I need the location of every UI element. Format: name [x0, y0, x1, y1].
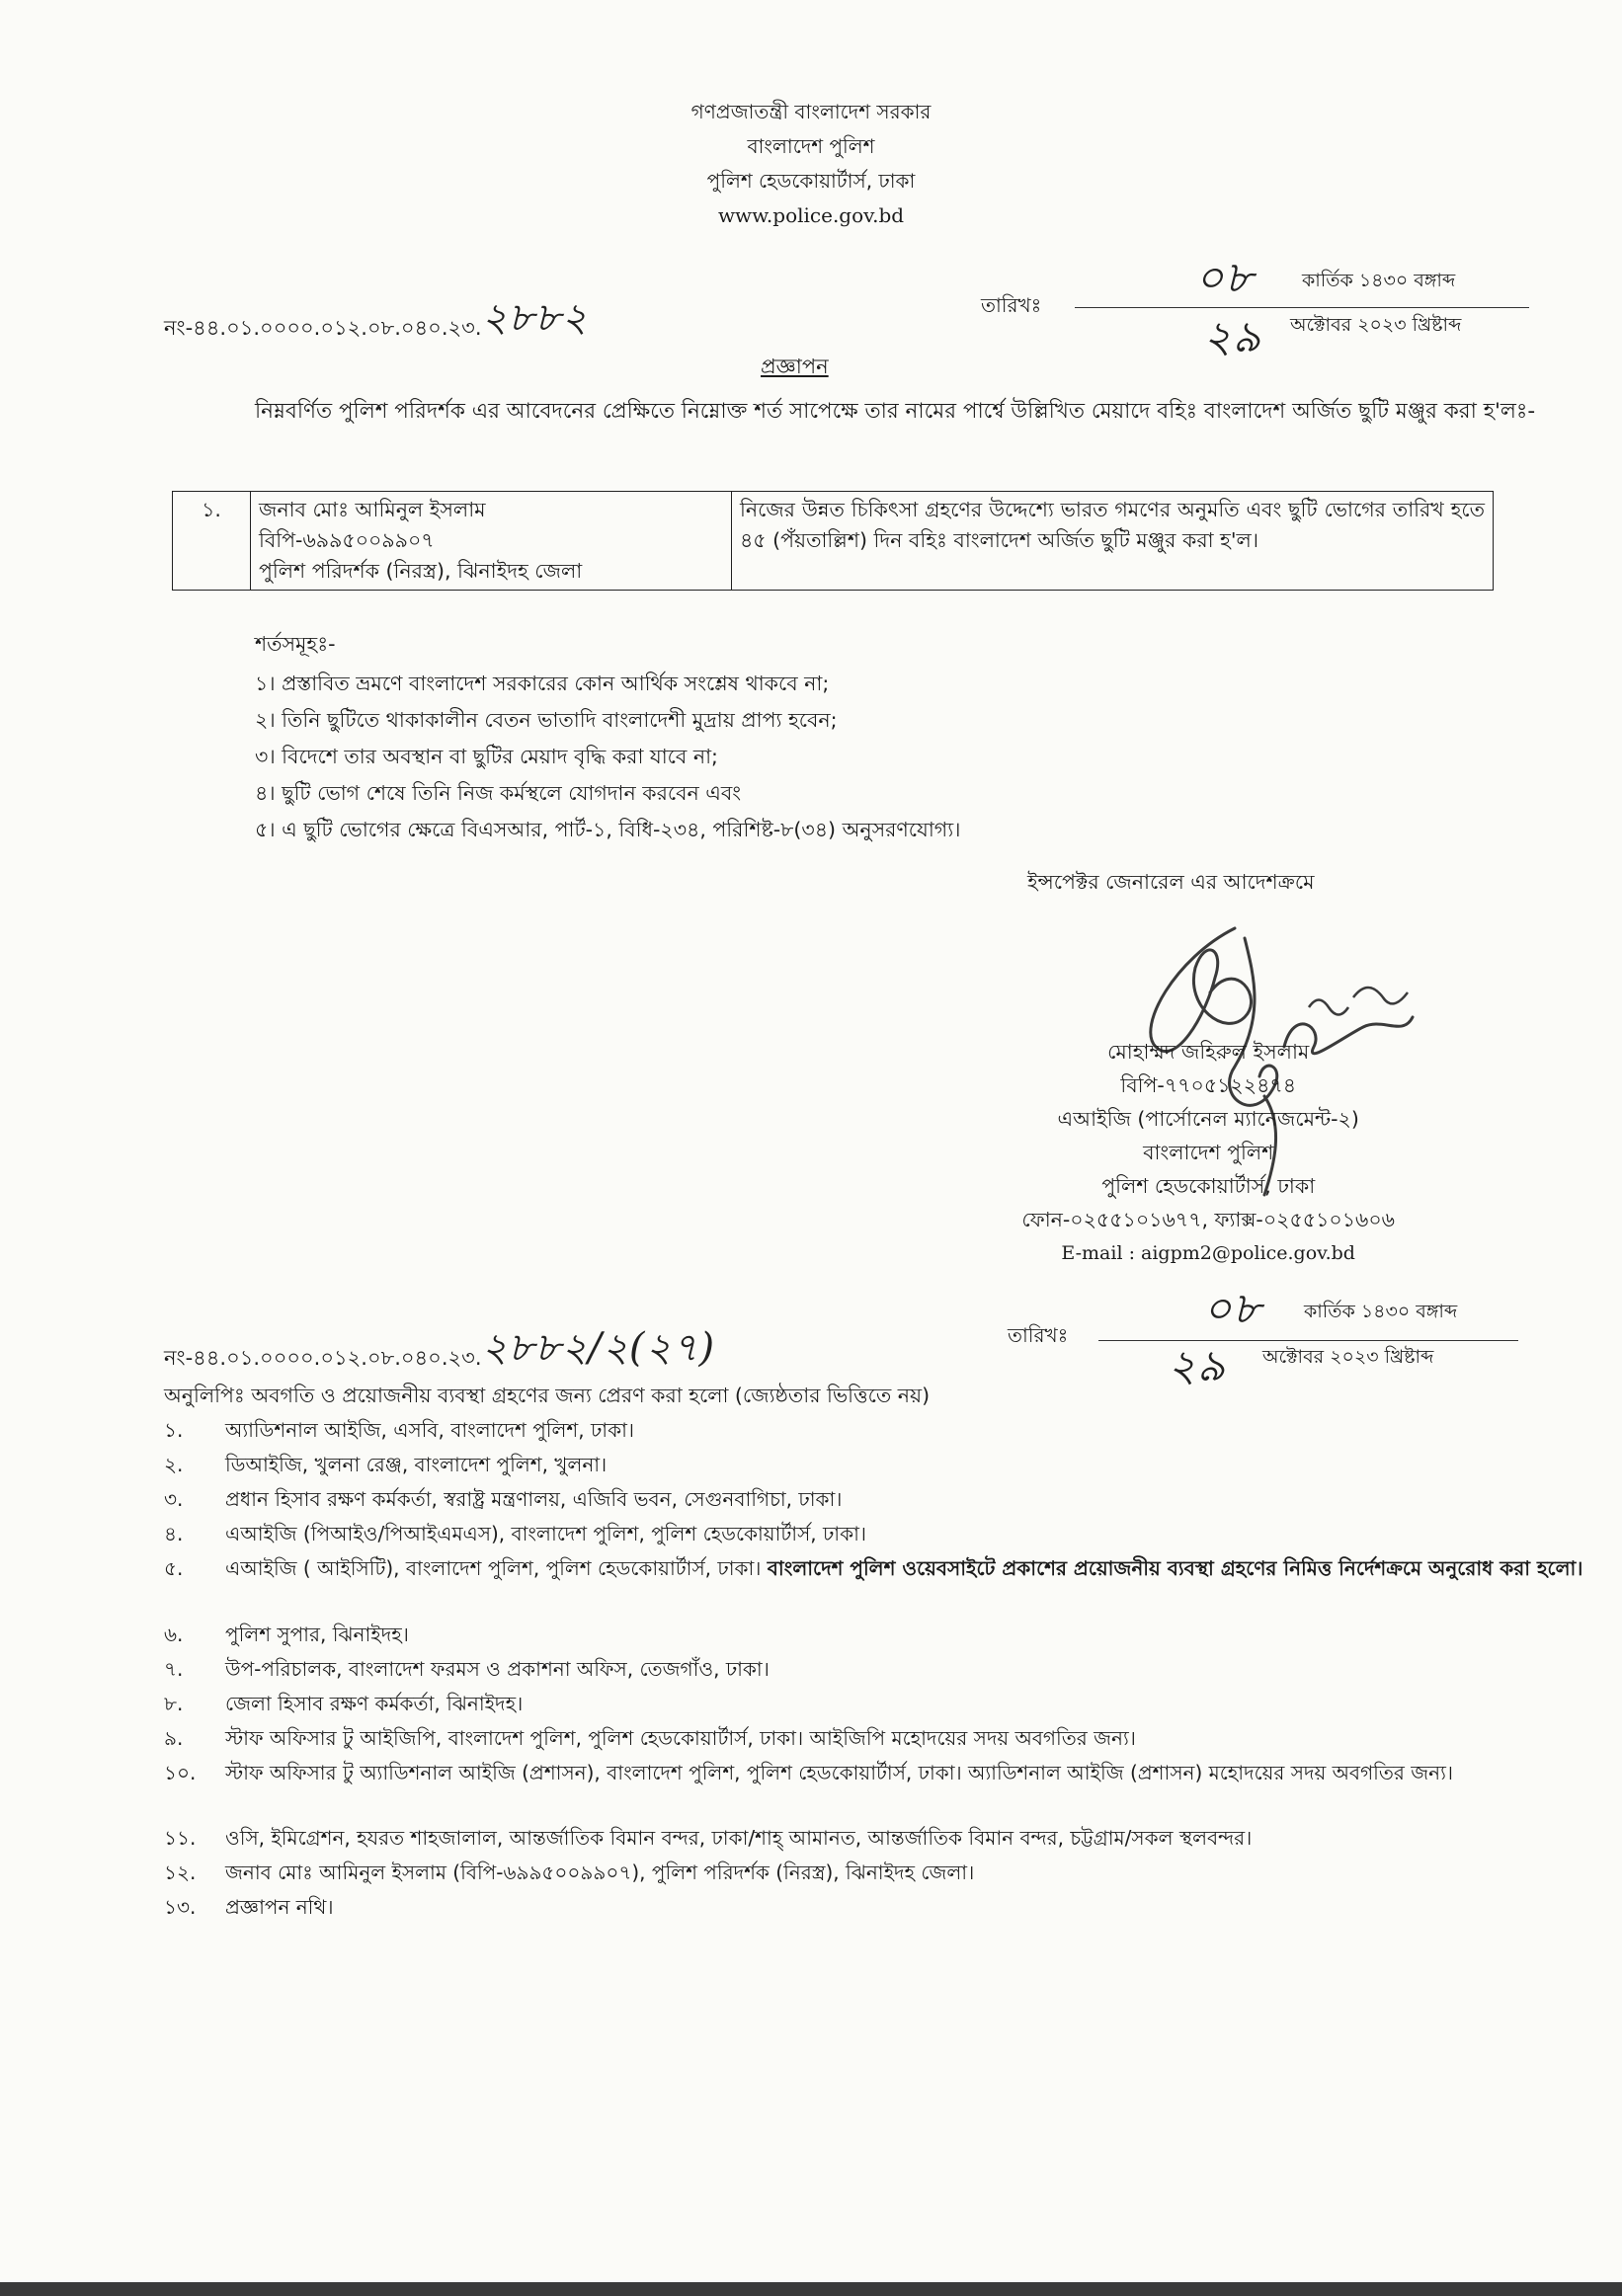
list-item-text: জনাব মোঃ আমিনুল ইসলাম (বিপি-৬৯৯৫০০৯৯০৭), পুলিশ পরিদর্শক (নিরস্ত্র), ঝিনাইদহ জেলা। — [225, 1861, 975, 1884]
date2-label: তারিখঃ — [1008, 1323, 1069, 1347]
list-item-number: ১৩. — [164, 1895, 197, 1919]
list-item — [164, 1654, 770, 1684]
signatory-designation: এআইজি (পার্সোনেল ম্যানেজমেন্ট-২) — [1057, 1107, 1359, 1131]
leave-table — [172, 491, 1494, 591]
list-item — [164, 1723, 1136, 1753]
signatory-name: মোহাম্মদ জহিরুল ইসলাম — [1107, 1040, 1310, 1064]
list-item-number: ১২. — [164, 1861, 197, 1884]
govt-name: গণপ্রজাতন্ত্রী বাংলাদেশ সরকার — [690, 100, 932, 123]
memo-ref-number: নং-৪৪.০১.০০০০.০১২.০৮.০৪০.২৩. — [164, 316, 482, 340]
signatory-phone: ফোন-০২৫৫১০১৬৭৭, ফ্যাক্স-০২৫৫১০১৬০৬ — [1021, 1208, 1395, 1231]
conditions-heading: শর্তসমূহঃ- — [255, 632, 336, 656]
signatory-org: বাংলাদেশ পুলিশ — [1143, 1141, 1274, 1164]
list-item — [164, 1415, 635, 1445]
list-item-text: উপ-পরিচালক, বাংলাদেশ ফরমস ও প্রকাশনা অফিস, তেজগাঁও, ঢাকা। — [225, 1657, 770, 1681]
list-item-text: স্টাফ অফিসার টু অ্যাডিশনাল আইজি (প্রশাসন), বাংলাদেশ পুলিশ, পুলিশ হেডকোয়ার্টার্স, ঢাকা। অ্যাডিশনাল আইজি (প্রশাসন) মহোদয়ের সদয় অবগতির জন্য। — [225, 1761, 1454, 1784]
memo2-ref-number: নং-৪৪.০১.০০০০.০১২.০৮.০৪০.২৩. — [164, 1346, 482, 1370]
officer-bp: বিপি-৬৯৯৫০০৯৯০৭ — [259, 528, 435, 552]
bangla-month-year2: কার্তিক ১৪৩০ বঙ্গাব্দ — [1304, 1301, 1458, 1322]
notice-title: প্রজ্ঞাপন — [761, 355, 829, 378]
list-item — [164, 1484, 843, 1514]
list-item-number: ৫. — [164, 1556, 184, 1580]
officer-cell — [251, 492, 732, 591]
greg-day2-handwritten: ২৯ — [1168, 1341, 1227, 1391]
description-cell: নিজের উন্নত চিকিৎসা গ্রহণের উদ্দেশ্যে ভারত গমণের অনুমতি এবং ছুটি ভোগের তারিখ হতে ৪৫ (পঁয়তাল্লিশ) দিন বহিঃ বাংলাদেশ অর্জিত ছুটি মঞ্জুর করা হ'ল। — [732, 492, 1494, 591]
memo-reference — [164, 290, 588, 356]
list-item-text-bold: বাংলাদেশ পুলিশ ওয়েবসাইটে প্রকাশের প্রয়োজনীয় ব্যবস্থা গ্রহণের নিমিত্ত নির্দেশক্রমে অনুরোধ করা হলো। — [767, 1556, 1583, 1580]
order-line: ইন্সপেক্টর জেনারেল এর আদেশক্রমে — [1027, 870, 1315, 894]
date2-divider — [1098, 1340, 1518, 1341]
greg-day-handwritten: ২৯ — [1203, 312, 1262, 362]
condition-item: ৪। ছুটি ভোগ শেষে তিনি নিজ কর্মস্থলে যোগদান করবেন এবং — [255, 781, 742, 805]
list-item-text: অ্যাডিশনাল আইজি, এসবি, বাংলাদেশ পুলিশ, ঢাকা। — [225, 1418, 635, 1442]
list-item-text — [225, 1553, 1608, 1583]
greg-month-year: অক্টোবর ২০২৩ খ্রিষ্টাব্দ — [1290, 314, 1462, 336]
list-item-number: ৯. — [164, 1726, 184, 1750]
bangla-day-handwritten: ০৮ — [1195, 253, 1255, 303]
table-row — [173, 492, 1494, 591]
list-item-number: ৮. — [164, 1692, 184, 1715]
intro-paragraph: নিম্নবর্ণিত পুলিশ পরিদর্শক এর আবেদনের প্রেক্ষিতে নিম্নোক্ত শর্ত সাপেক্ষে তার নামের পার্শ্বে উল্লিখিত মেয়াদে বহিঃ বাংলাদেশ অর্জিত ছুটি মঞ্জুর করা হ'লঃ- — [255, 399, 1536, 424]
list-item — [164, 1892, 334, 1922]
list-item — [164, 1823, 1253, 1853]
list-item — [164, 1519, 867, 1548]
memo2-ref-handwritten: ২৮৮২/২(২৭) — [481, 1325, 716, 1371]
list-item — [164, 1689, 524, 1718]
serial-cell: ১. — [173, 492, 251, 591]
list-item-text: প্রধান হিসাব রক্ষণ কর্মকর্তা, স্বরাষ্ট্র মন্ত্রণালয়, এজিবি ভবন, সেগুনবাগিচা, ঢাকা। — [225, 1487, 843, 1511]
condition-item: ৩। বিদেশে তার অবস্থান বা ছুটির মেয়াদ বৃদ্ধি করা যাবে না; — [255, 745, 718, 768]
bangla-day2-handwritten: ০৮ — [1203, 1284, 1262, 1334]
condition-item: ২। তিনি ছুটিতে থাকাকালীন বেতন ভাতাদি বাংলাদেশী মুদ্রায় প্রাপ্য হবেন; — [255, 708, 838, 732]
condition-item: ৫। এ ছুটি ভোগের ক্ষেত্রে বিএসআর, পার্ট-১, বিধি-২৩৪, পরিশিষ্ট-৮(৩৪) অনুসরণযোগ্য। — [255, 818, 961, 841]
list-item-text: ওসি, ইমিগ্রেশন, হযরত শাহজালাল, আন্তর্জাতিক বিমান বন্দর, ঢাকা/শাহ্ আমানত, আন্তর্জাতিক বিমান বন্দর, চট্টগ্রাম/সকল স্থলবন্দর। — [225, 1826, 1253, 1850]
list-item-text-plain: এআইজি ( আইসিটি), বাংলাদেশ পুলিশ, পুলিশ হেডকোয়ার্টার্স, ঢাকা। — [225, 1556, 762, 1580]
date-label: তারিখঃ — [981, 293, 1042, 317]
office-name: পুলিশ হেডকোয়ার্টার্স, ঢাকা — [706, 169, 916, 193]
condition-item: ১। প্রস্তাবিত ভ্রমণে বাংলাদেশ সরকারের কোন আর্থিক সংশ্লেষ থাকবে না; — [255, 672, 830, 695]
signatory-office: পুলিশ হেডকোয়ার্টার্স, ঢাকা — [1101, 1174, 1316, 1198]
list-item-text: প্রজ্ঞাপন নথি। — [225, 1895, 334, 1919]
bangla-month-year: কার্তিক ১৪৩০ বঙ্গাব্দ — [1302, 270, 1456, 291]
list-item — [164, 1620, 409, 1649]
letterhead — [515, 95, 1107, 233]
memo2-reference — [164, 1320, 715, 1386]
list-item — [164, 1758, 1454, 1787]
list-item-number: ৪. — [164, 1522, 184, 1545]
copy-heading: অনুলিপিঃ অবগতি ও প্রয়োজনীয় ব্যবস্থা গ্রহণের জন্য প্রেরণ করা হলো (জ্যেষ্ঠতার ভিত্তিতে নয়) — [164, 1384, 931, 1407]
list-item — [164, 1450, 608, 1479]
list-item-number: ১১. — [164, 1826, 197, 1850]
list-item-number: ১. — [164, 1418, 184, 1442]
list-item-number: ৬. — [164, 1623, 184, 1646]
officer-designation: পুলিশ পরিদর্শক (নিরস্ত্র), ঝিনাইদহ জেলা — [259, 559, 583, 583]
list-item — [164, 1858, 975, 1887]
greg-month-year2: অক্টোবর ২০২৩ খ্রিষ্টাব্দ — [1262, 1346, 1434, 1368]
date-divider — [1075, 307, 1529, 308]
website-link[interactable]: www.police.gov.bd — [717, 203, 905, 227]
list-item-text: এআইজি (পিআইও/পিআইএমএস), বাংলাদেশ পুলিশ, পুলিশ হেডকোয়ার্টার্স, ঢাকা। — [225, 1522, 867, 1545]
signatory-email[interactable]: E-mail : aigpm2@police.gov.bd — [1061, 1242, 1355, 1264]
officer-name: জনাব মোঃ আমিনুল ইসলাম — [259, 498, 486, 521]
signatory-bp: বিপি-৭৭০৫১২২৪৭৪ — [1120, 1073, 1297, 1097]
memo-ref-handwritten: ২৮৮২ — [481, 295, 589, 341]
list-item — [164, 1553, 1583, 1583]
list-item-number: ২. — [164, 1453, 184, 1476]
list-item-text: ডিআইজি, খুলনা রেঞ্জ, বাংলাদেশ পুলিশ, খুলনা। — [225, 1453, 608, 1476]
list-item-number: ১০. — [164, 1761, 197, 1784]
list-item-text: পুলিশ সুপার, ঝিনাইদহ। — [225, 1623, 409, 1646]
scan-edge — [0, 2282, 1622, 2296]
list-item-number: ৩. — [164, 1487, 184, 1511]
list-item-text: স্টাফ অফিসার টু আইজিপি, বাংলাদেশ পুলিশ, পুলিশ হেডকোয়ার্টার্স, ঢাকা। আইজিপি মহোদয়ের সদয় অবগতির জন্য। — [225, 1726, 1136, 1750]
list-item-text: জেলা হিসাব রক্ষণ কর্মকর্তা, ঝিনাইদহ। — [225, 1692, 524, 1715]
signatory-block — [1021, 1035, 1395, 1270]
org-name: বাংলাদেশ পুলিশ — [747, 134, 875, 158]
list-item-number: ৭. — [164, 1657, 184, 1681]
